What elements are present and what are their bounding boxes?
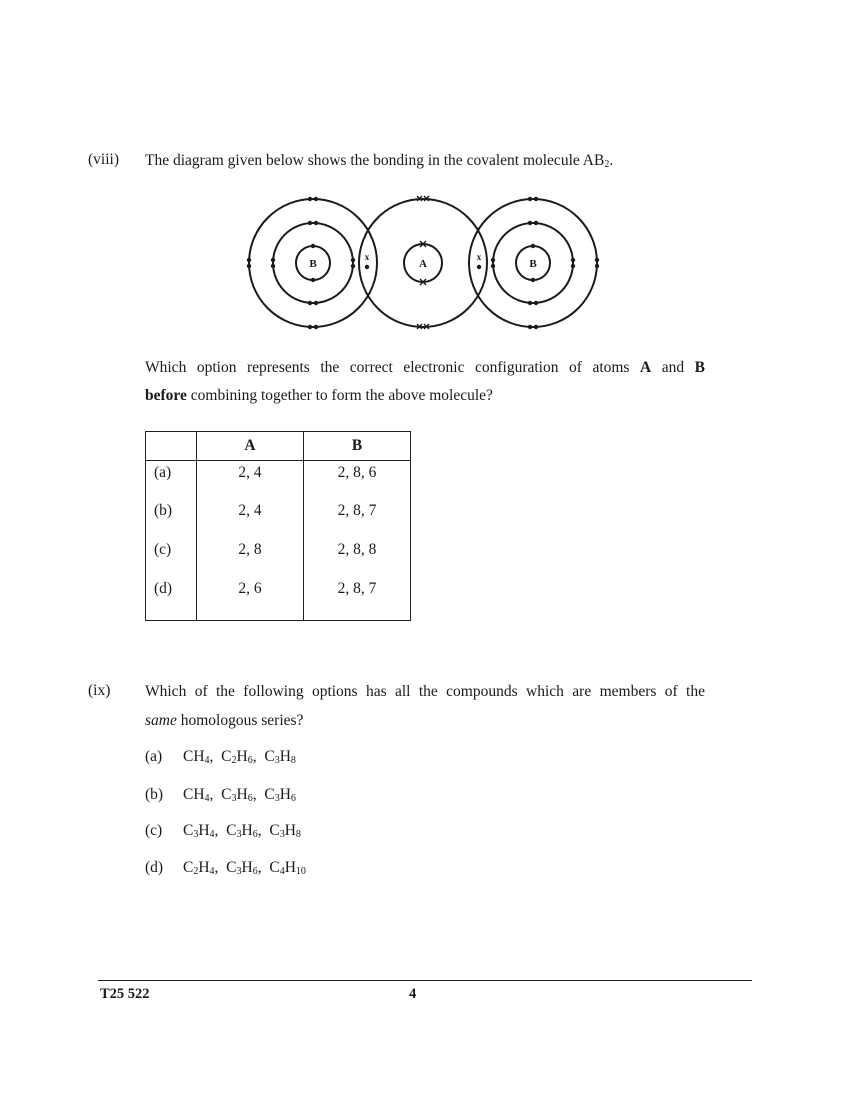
prompt-text: Which option represents the correct electronic configuration of atoms — [145, 359, 640, 376]
shared-electron-x-left: x — [364, 252, 370, 262]
table-row — [146, 461, 411, 501]
question-viii-prompt-line2 — [145, 382, 705, 410]
option-c-label[interactable]: (c) — [145, 822, 163, 839]
compound-formula: $C_4H_{10}$ — [269, 859, 306, 877]
paper-code: T25 522 — [100, 986, 150, 1002]
compound-formula: $C_3H_6$ — [264, 786, 296, 804]
intro-subscript: 2 — [604, 159, 610, 170]
row-label[interactable]: (c) — [146, 539, 197, 578]
same-italic: same — [145, 712, 177, 729]
question-ix-rest: homologous series? — [176, 712, 304, 729]
compound-formula: $C_3H_8$ — [269, 822, 301, 840]
option-d-label[interactable]: (d) — [145, 859, 164, 876]
row-b-config: 2, 8, 7 — [304, 500, 411, 539]
table-header-row — [146, 432, 411, 461]
row-label[interactable]: (b) — [146, 500, 197, 539]
question-ix-line1: Which of the following options has all the compounds which are members of the — [145, 683, 705, 700]
compound-formula: $C_2H_6$ — [221, 748, 253, 766]
page-number: 4 — [409, 986, 417, 1002]
table-header-b: B — [304, 432, 411, 461]
table-header-blank — [146, 432, 197, 461]
left-atom-label: B — [309, 258, 317, 270]
before-bold: before — [145, 387, 187, 404]
intro-period: . — [609, 152, 614, 169]
compound-formula: $C_2H_4$ — [183, 859, 215, 877]
option-a-formulas[interactable]: $CH_4$, $C_2H_6$, $C_3H_8$ — [183, 748, 296, 766]
ab2-bonding-diagram — [240, 190, 610, 335]
question-ix-line2 — [145, 707, 705, 735]
compound-formula: $C_3H_8$ — [264, 748, 296, 766]
right-atom-label: B — [529, 258, 537, 270]
option-b-label[interactable]: (b) — [145, 786, 164, 803]
compound-formula: $C_3H_6$ — [226, 822, 258, 840]
row-label[interactable]: (a) — [146, 461, 197, 501]
table-row — [146, 500, 411, 539]
option-b-formulas[interactable]: $CH_4$, $C_3H_6$, $C_3H_6$ — [183, 786, 296, 804]
center-atom-label: A — [419, 258, 427, 270]
row-a-config: 2, 6 — [197, 578, 304, 621]
row-label[interactable]: (d) — [146, 578, 197, 621]
row-b-config: 2, 8, 8 — [304, 539, 411, 578]
compound-formula: $C_3H_6$ — [221, 786, 253, 804]
atom-a-bold: A — [640, 359, 652, 376]
intro-text: The diagram given below shows the bonding in the covalent molecule AB — [145, 152, 605, 169]
prompt-and: and — [651, 359, 695, 376]
question-number-viii: (viii) — [88, 151, 119, 168]
table-row — [146, 539, 411, 578]
option-a-label[interactable]: (a) — [145, 748, 163, 765]
compound-formula: $C_3H_4$ — [183, 822, 215, 840]
row-a-config: 2, 4 — [197, 461, 304, 501]
table-header-a: A — [197, 432, 304, 461]
configuration-table — [145, 431, 411, 621]
row-a-config: 2, 8 — [197, 539, 304, 578]
row-a-config: 2, 4 — [197, 500, 304, 539]
option-c-formulas[interactable]: $C_3H_4$, $C_3H_6$, $C_3H_8$ — [183, 822, 301, 840]
shared-electron-x-right: x — [476, 252, 482, 262]
atom-b-bold: B — [694, 359, 705, 376]
prompt-rest: combining together to form the above molecule? — [186, 387, 493, 404]
compound-formula: $C_3H_6$ — [226, 859, 258, 877]
table-row — [146, 578, 411, 621]
compound-formula: $CH_4$ — [183, 786, 210, 804]
question-viii-intro — [145, 151, 705, 171]
question-number-ix: (ix) — [88, 682, 111, 699]
compound-formula: $CH_4$ — [183, 748, 210, 766]
row-b-config: 2, 8, 6 — [304, 461, 411, 501]
question-viii-prompt-line1 — [145, 354, 705, 382]
row-b-config: 2, 8, 7 — [304, 578, 411, 621]
footer-divider — [98, 980, 752, 981]
option-d-formulas[interactable]: $C_2H_4$, $C_3H_6$, $C_4H_{10}$ — [183, 859, 306, 877]
